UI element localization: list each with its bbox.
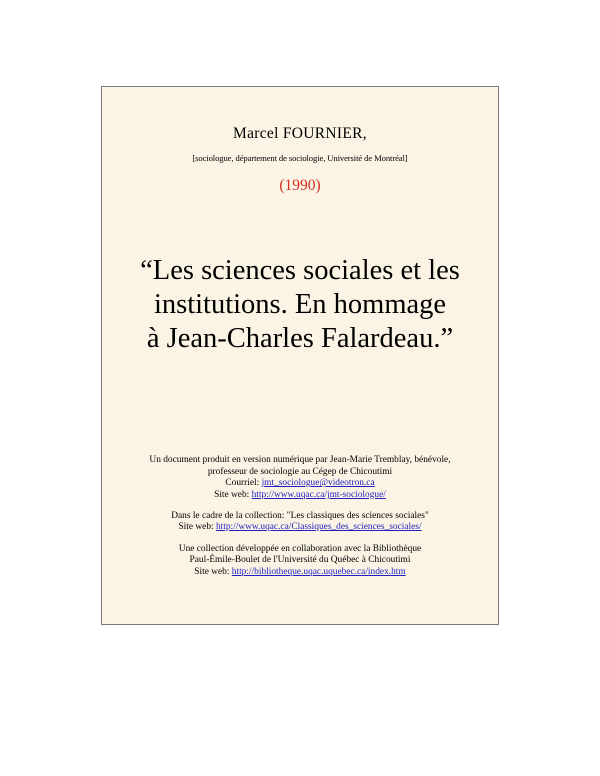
credits-section	[102, 455, 498, 588]
producer-role-line: professeur de sociologie au Cégep de Chicoutimi	[207, 466, 393, 477]
collection-website-label: Site web:	[178, 522, 214, 533]
producer-website-line	[102, 490, 498, 502]
email-line	[102, 478, 498, 490]
author-affiliation: [sociologue, département de sociologie, Université de Montréal]	[192, 153, 408, 163]
library-website-label: Site web:	[194, 566, 230, 577]
title-line-1: “Les sciences sociales et les	[140, 255, 460, 286]
collection-website-line	[102, 522, 498, 534]
cover-page	[101, 86, 499, 625]
author-name: Marcel FOURNIER,	[233, 125, 367, 142]
collection-block	[102, 511, 498, 534]
title-line-3: à Jean-Charles Falardeau.”	[146, 323, 454, 354]
email-link[interactable]: jmt_sociologue@videotron.ca	[261, 478, 375, 489]
producer-website-label: Site web:	[214, 489, 250, 500]
publication-year: (1990)	[279, 177, 321, 194]
library-line-1: Une collection développée en collaboration avec la Bibliothèque	[178, 543, 422, 554]
collection-website-link[interactable]: http://www.uqac.ca/Classiques_des_sciences_sociales/	[215, 522, 422, 533]
library-line-2: Paul-Émile-Boulet de l'Université du Québec à Chicoutimi	[189, 555, 411, 566]
document-title	[102, 254, 498, 356]
email-label: Courriel:	[225, 478, 260, 489]
collection-line: Dans le cadre de la collection: "Les classiques des sciences sociales"	[171, 510, 429, 521]
library-website-link[interactable]: http://bibliotheque.uqac.uquebec.ca/index.htm	[231, 566, 406, 577]
library-block	[102, 544, 498, 579]
library-website-line	[102, 567, 498, 579]
producer-website-link[interactable]: http://www.uqac.ca/jmt-sociologue/	[251, 489, 386, 500]
producer-block	[102, 455, 498, 501]
producer-line: Un document produit en version numérique par Jean-Marie Tremblay, bénévole,	[149, 455, 451, 465]
title-line-2: institutions. En hommage	[153, 289, 447, 320]
